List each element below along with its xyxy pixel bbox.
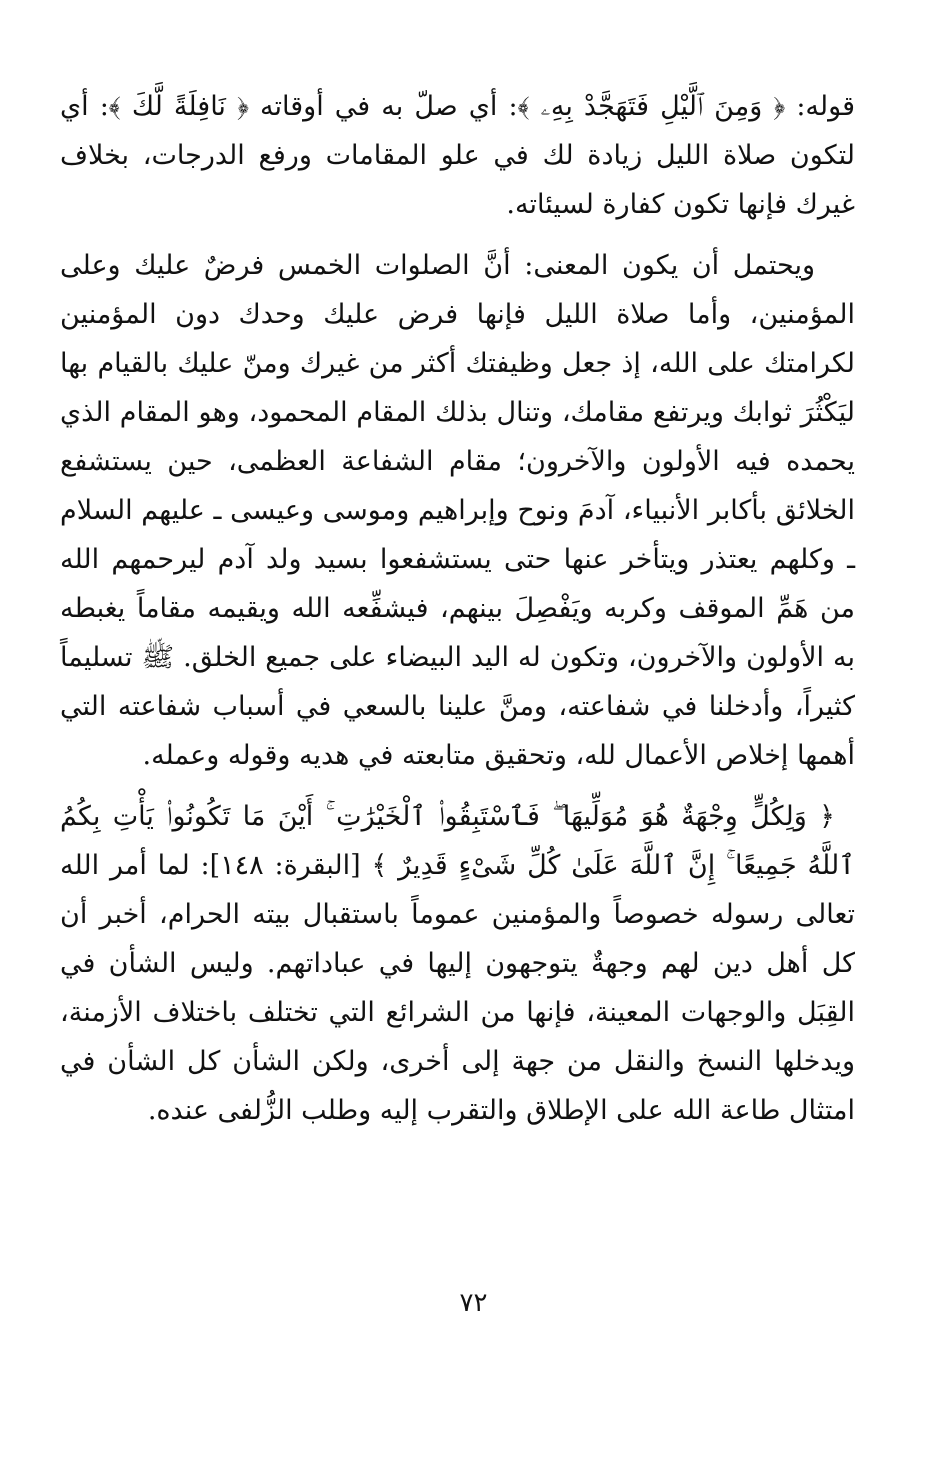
page-number: ٧٢	[459, 1288, 488, 1318]
paragraph-qibla-verse: ﴿ وَلِكُلٍّ وِجْهَةٌ هُوَ مُوَلِّيهَا ۖ فَٱسْتَبِقُوا۟ ٱلْخَيْرَٰتِ ۚ أَيْنَ مَا تَكُونُوا۟ يَأْتِ بِكُمُ ٱللَّهُ جَمِيعًا ۚ إِنَّ ٱللَّهَ عَلَىٰ كُلِّ شَىْءٍ قَدِيرٌ ﴾ [البقرة: ١٤٨]: لما أمر الله تعالى رسوله خصوصاً والمؤمنين عموماً باستقبال بيته الحرام، أخبر أن كل أهل دين لهم وجهةٌ يتوجهون إليها في عباداتهم. وليس الشأن في القِبَل والوجهات المعينة، فإنها من الشرائع التي تختلف باختلاف الأزمنة، ويدخلها النسخ والنقل من جهة إلى أخرى، ولكن الشأن كل الشأن في امتثال طاعة الله على الإطلاق والتقرب إليه وطلب الزُّلفى عنده.	[60, 801, 855, 1126]
page-body	[60, 82, 855, 1147]
paragraph-maqam-mahmud: ويحتمل أن يكون المعنى: أنَّ الصلوات الخمس فرضٌ عليك وعلى المؤمنين، وأما صلاة الليل فإنها فرض عليك وحدك دون المؤمنين لكرامتك على الله، إذ جعل وظيفتك أكثر من غيرك ومنّ عليك بالقيام بها ليَكْثُرَ ثوابك ويرتفع مقامك، وتنال بذلك المقام المحمود، وهو المقام الذي يحمده فيه الأولون والآخرون؛ مقام الشفاعة العظمى، حين يستشفع الخلائق بأكابر الأنبياء، آدمَ ونوح وإبراهيم وموسى وعيسى ـ عليهم السلام ـ وكلهم يعتذر ويتأخر عنها حتى يستشفعوا بسيد ولد آدم ليرحمهم الله من هَمِّ الموقف وكربه ويَفْصِلَ بينهم، فيشفِّعه الله ويقيمه مقاماً يغبطه به الأولون والآخرون، وتكون له اليد البيضاء على جميع الخلق. ﷺ تسليماً كثيراً، وأدخلنا في شفاعته، ومنَّ علينا بالسعي في أسباب شفاعته التي أهمها إخلاص الأعمال لله، وتحقيق متابعته في هديه وقوله وعمله.	[60, 250, 855, 771]
paragraph-tafsir-night-prayer: قوله: ﴿ وَمِنَ ٱلَّيْلِ فَتَهَجَّدْ بِهِۦ ﴾: أي صلّ به في أوقاته ﴿ نَافِلَةً لَّكَ ﴾: أي لتكون صلاة الليل زيادة لك في علو المقامات ورفع الدرجات، بخلاف غيرك فإنها تكون كفارة لسيئاته.	[60, 91, 855, 220]
